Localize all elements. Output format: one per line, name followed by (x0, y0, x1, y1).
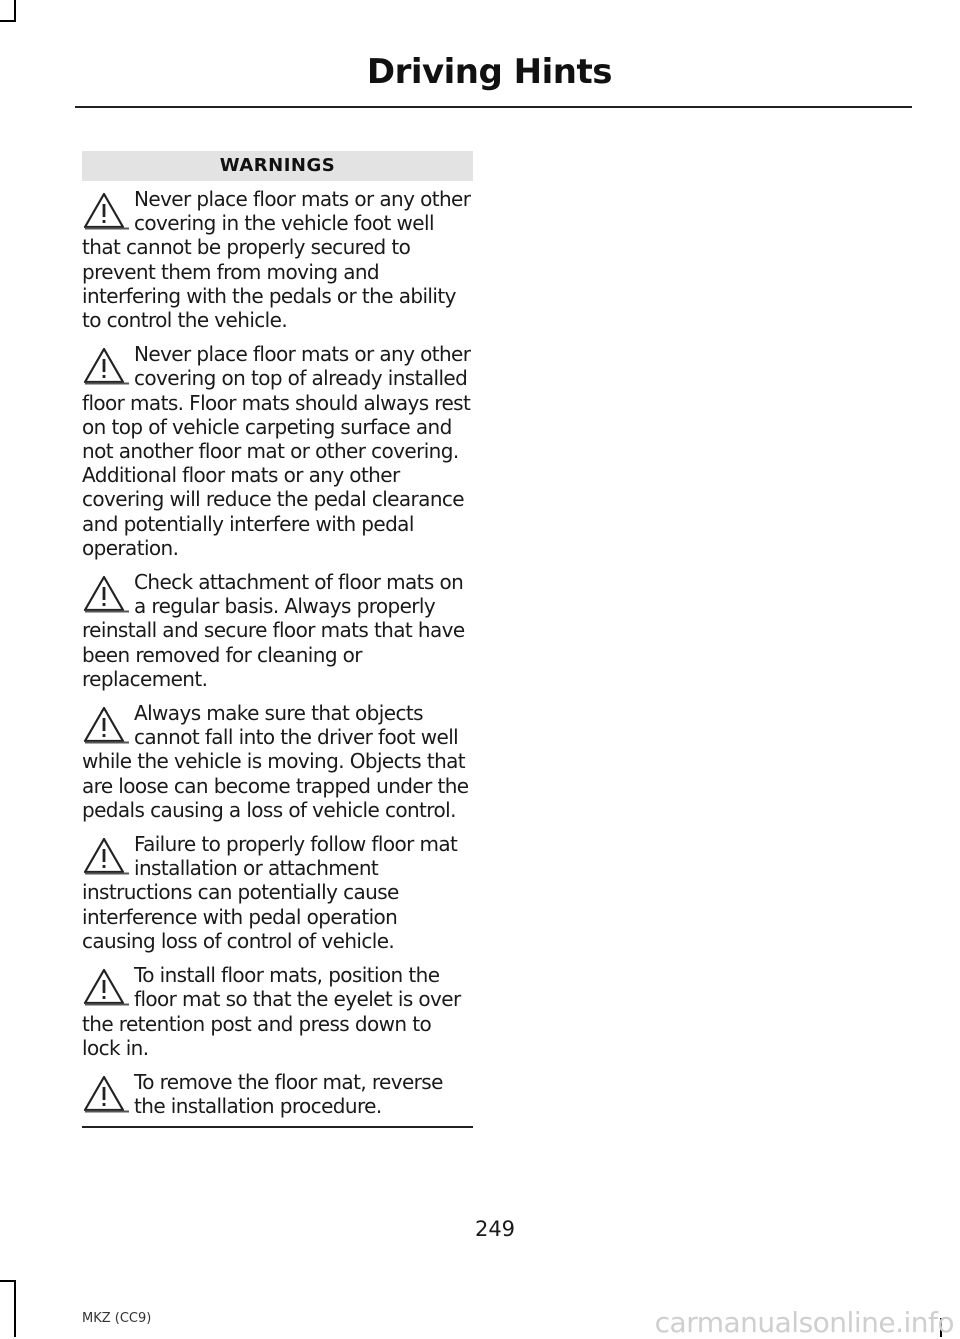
warning-triangle-icon (82, 836, 134, 876)
warnings-section (82, 151, 473, 1128)
header-divider (75, 106, 912, 108)
warning-text: To install floor mats, position the floor mat so that the eyelet is over the retention post and press down to lock in. (82, 963, 461, 1060)
crop-mark (0, 20, 16, 22)
model-code: MKZ (CC9) (82, 1311, 152, 1326)
warning-text: Check attachment of floor mats on a regular basis. Always properly reinstall and secure floor mats that have been removed for cleaning or replacement. (82, 570, 465, 691)
warnings-heading: WARNINGS (82, 151, 473, 181)
warning-triangle-icon (82, 967, 134, 1007)
warning-item (82, 187, 473, 332)
section-end-divider (82, 1126, 473, 1128)
warning-item (82, 832, 473, 953)
warning-text: Always make sure that objects cannot fall into the driver foot well while the vehicle is moving. Objects that are loose can become trapped under the pedals causing a loss of vehicle control. (82, 701, 469, 822)
warning-triangle-icon (82, 1074, 134, 1114)
warning-text: Never place floor mats or any other covering in the vehicle foot well that cannot be properly secured to prevent them from moving and interfering with the pedals or the ability to control the vehicle. (82, 187, 471, 333)
watermark: carmanualsonline.info (654, 1306, 954, 1339)
crop-mark (0, 1280, 16, 1282)
warning-item (82, 342, 473, 560)
crop-mark (14, 0, 16, 20)
page-number: 249 (474, 1217, 516, 1241)
warning-triangle-icon (82, 346, 134, 386)
warning-item (82, 701, 473, 822)
warning-text: Failure to properly follow floor mat installation or attachment instructions can potentially cause interference with pedal operation causing loss of control of vehicle. (82, 832, 458, 953)
warning-item (82, 1070, 473, 1118)
crop-mark (14, 1280, 16, 1337)
warning-triangle-icon (82, 705, 134, 745)
warning-text: To remove the floor mat, reverse the installation procedure. (134, 1069, 443, 1119)
warning-text: Never place floor mats or any other covering on top of already installed floor mats. Floor mats should always rest on top of vehicle carpeting surface and not another floor mat or other covering. Additional floor mats or any other covering will reduce the pedal clearance and potentially interfere with pedal operation. (82, 342, 471, 560)
warning-triangle-icon (82, 574, 134, 614)
page-title: Driving Hints (366, 52, 612, 92)
warning-item (82, 963, 473, 1060)
warning-item (82, 570, 473, 691)
warnings-list (82, 187, 473, 1118)
warning-triangle-icon (82, 191, 134, 231)
